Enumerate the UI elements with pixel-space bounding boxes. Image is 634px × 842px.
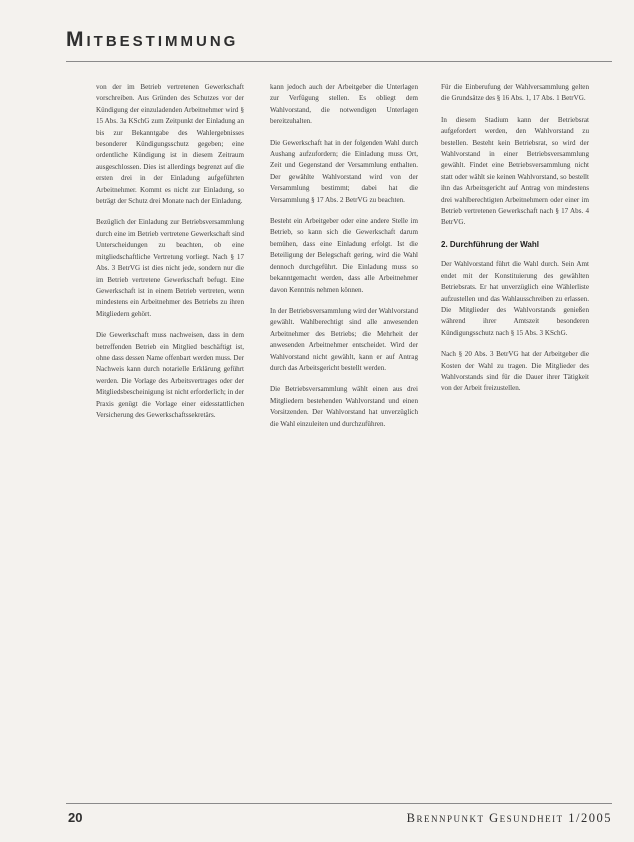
paragraph: kann jedoch auch der Arbeitgeber die Unterlagen zur Verfügung stellen. Es obliegt dem Wahlvorstand, die notwendigen Unterlagen bereitzuhalten. (270, 83, 418, 126)
header-rule (66, 61, 612, 62)
paragraph: In diesem Stadium kann der Betriebsrat aufgefordert werden, den Wahlvorstand zu bestellen. Besteht kein Betriebsrat, so wird der Wahlvorstand in einer Betriebsversammlung gewählt. Findet eine Betriebsversammlung nicht statt oder wählt sie keinen Wahlvorstand, so bestellt ihn das Arbeitsgericht auf Antrag von mindestens drei wahlberechtigten Arbeitnehmern oder einer im Betrieb vertretenen Gewerkschaft nach § 17 Abs. 4 BetrVG. (441, 115, 589, 227)
paragraph: Die Gewerkschaft muss nachweisen, dass in dem betreffenden Betrieb ein Mitglied beschäftigt ist, ohne dass dessen Name offenbart werden muss. Der Nachweis kann durch notarielle Erklärung geführt werden. Die Vorlage des Arbeitsvertrages oder der Mitgliedsbescheinigung ist nicht erforderlich; in der Praxis genügt die Vorlage einer eidesstattlichen Versicherung des Gewerkschaftssekretärs. (96, 331, 245, 419)
journal-title: Brennpunkt Gesundheit 1/2005 (406, 811, 612, 825)
page-title: Mitbestimmung (66, 28, 239, 51)
footer-rule (66, 803, 612, 804)
text-column-1 (96, 82, 244, 431)
paragraph: Bezüglich der Einladung zur Betriebsversammlung durch eine im Betrieb vertretene Gewerkschaft sind Unterscheidungen zu beachten, ob eine mitgliedschaftliche Vertretung vorliegt. Nach § 17 Abs. 3 BetrVG ist dies nicht jede, sondern nur die im Betrieb vertretene Gewerkschaft befugt. Eine Gewerkschaft ist in einem Betrieb vertreten, wenn mindestens ein Arbeitnehmer des Betriebs zu ihren Mitgliedern gehört. (96, 218, 244, 318)
section-heading: 2. Durchführung der Wahl (441, 239, 539, 249)
paragraph: von der im Betrieb vertretenen Gewerkschaft vorschreiben. Aus Gründen des Schutzes vor der Kündigung der einzuladenden Arbeitnehmer wird § 15 Abs. 3a KSchG zum Zeitpunkt der Einladung an bis zur Bekanntgabe des Wahlergebnisses besonderer Kündigungsschutz gegeben; eine ordentliche Kündigung ist in diesem Zeitraum ausgeschlossen. Dies ist allerdings begrenzt auf die ersten drei in der Einladung aufgeführten Arbeitnehmer. Kommt es nicht zur Einladung, so beträgt der Schutz drei Monate nach der Einladung. (96, 83, 244, 206)
paragraph: Für die Einberufung der Wahlversammlung gelten die Grundsätze des § 16 Abs. 1, 17 Abs. 1 BetrVG. (441, 83, 589, 103)
paragraph: Die Gewerkschaft hat in der folgenden Wahl durch Aushang aufzufordern; die Einladung muss Ort, Zeit und Gegenstand der Versammlung enthalten. Der gewählte Wahlvorstand wird von der Versammlung bestimmt; dabei hat die Versammlung § 17 Abs. 2 BetrVG zu beachten. (270, 138, 418, 204)
paragraph: Der Wahlvorstand führt die Wahl durch. Sein Amt endet mit der Konstituierung des gewählten Betriebsrats. Er hat unverzüglich eine Wählerliste aufzustellen und das Wahlausschreiben zu erlassen. Die Mitglieder des Wahlvorstands genießen während ihrer Amtszeit besonderen Kündigungsschutz nach § 15 Abs. 3 KSchG. (441, 260, 589, 337)
paragraph: In der Betriebsversammlung wird der Wahlvorstand gewählt. Wahlberechtigt sind alle anwesenden Arbeitnehmer des Betriebs; die Mehrheit der anwesenden Arbeitnehmer entscheidet. Wird der Wahlvorstand nicht gewählt, kann er auf Antrag durch das Arbeitsgericht bestellt werden. (270, 306, 418, 372)
page-number: 20 (68, 810, 83, 825)
paragraph: Die Betriebsversammlung wählt einen aus drei Mitgliedern bestehenden Wahlvorstand und einen Vorsitzenden. Der Wahlvorstand hat unverzüglich die Wahl einzuleiten und durchzuführen. (270, 385, 418, 428)
paragraph: Nach § 20 Abs. 3 BetrVG hat der Arbeitgeber die Kosten der Wahl zu tragen. Die Mitglieder des Wahlvorstands sind für die Dauer ihrer Tätigkeit von der Arbeit freizustellen. (441, 350, 589, 393)
text-column-2 (270, 82, 418, 440)
paragraph: Besteht ein Arbeitgeber oder eine andere Stelle im Betrieb, so kann sich die Gewerkschaft darum bemühen, dass eine Einladung erfolgt. Ist die Beteiligung der Belegschaft gering, wird die Wahl dennoch durchgeführt. Die Einladung muss so bekanntgemacht werden, dass alle Arbeitnehmer davon Kenntnis nehmen können. (270, 217, 418, 294)
text-column-3 (441, 82, 589, 405)
